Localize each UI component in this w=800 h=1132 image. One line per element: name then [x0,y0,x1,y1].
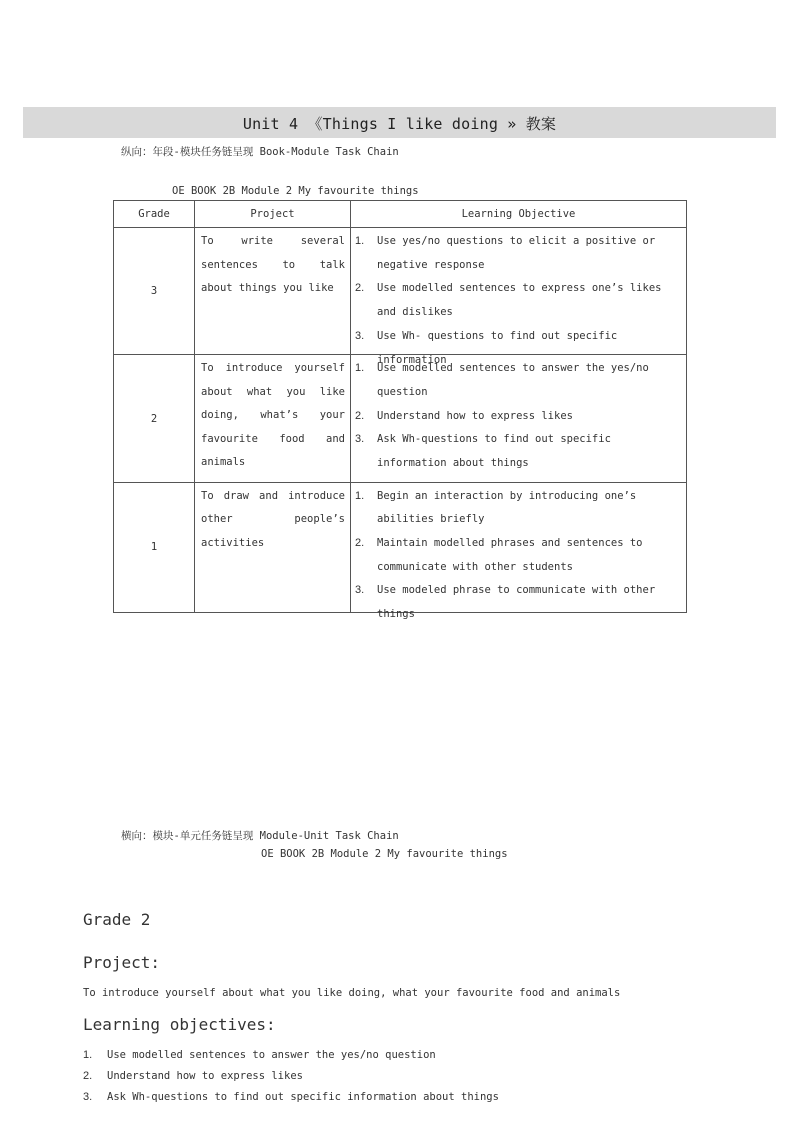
list-item [355,230,678,277]
item-text: Understand how to express likes [377,409,573,422]
item-number: 1. [355,235,365,248]
item-text: Use modelled sentences to answer the yes/no question [107,1049,436,1061]
objective-list [355,230,678,372]
list-item [83,1047,499,1068]
item-text: Ask Wh-questions to find out specific information about things [107,1091,499,1103]
project-cell: To write several sentences to talk about things you like [195,228,351,355]
document-title: Unit 4 《Things I like doing » 教案 [242,115,557,133]
item-number: 2. [355,537,365,550]
objective-cell [351,355,687,482]
item-text: Use yes/no questions to elicit a positive or negative response [377,235,656,271]
item-text: Begin an interaction by introducing one’s abilities briefly [377,489,637,526]
table-row [114,228,687,355]
list-item [355,485,678,532]
item-number: 2. [355,409,365,422]
item-number: 2. [355,282,365,295]
horizontal-chain-heading: 横向：模块-单元任务链呈现 Module-Unit Task Chain [121,830,399,842]
title-bar [23,107,776,138]
item-text: Use modelled sentences to express one’s likes and dislikes [377,282,662,319]
project-text: To introduce yourself about what you like doing, what your favourite food and animals [83,987,621,999]
list-item [355,277,678,324]
project-cell: To introduce yourself about what you like doing, what’s your favourite food and animals [195,355,351,482]
header-project: Project [195,201,351,228]
list-item [355,579,678,626]
item-text: Maintain modelled phrases and sentences to communicate with other students [377,537,643,573]
list-item [355,428,678,475]
objectives-heading: Learning objectives: [83,1015,276,1034]
item-text: Understand how to express likes [107,1070,303,1082]
list-item [83,1068,499,1089]
horizontal-chain-caption: OE BOOK 2B Module 2 My favourite things [261,848,508,860]
task-chain-table [113,200,687,621]
project-cell: To draw and introduce other people’s activities [195,482,351,612]
detail-objective-list [83,1047,499,1110]
objective-list [355,357,678,476]
item-text: Use modeled phrase to communicate with other things [377,584,656,621]
item-number: 2. [83,1070,93,1082]
project-heading: Project: [83,953,161,972]
objective-cell [351,228,687,366]
objective-cell [351,482,687,621]
item-number: 1. [83,1049,93,1061]
header-learning-objective: Learning Objective [351,201,687,228]
grade-heading: Grade 2 [83,910,151,929]
item-number: 1. [355,489,365,502]
grade-cell: 3 [114,228,195,355]
header-grade: Grade [114,201,195,228]
table-row [114,355,687,482]
list-item [83,1089,499,1110]
item-number: 1. [355,362,365,375]
objective-list [355,485,678,627]
item-number: 3. [355,584,365,597]
item-text: Use modelled sentences to answer the yes/no question [377,362,649,399]
item-number: 3. [355,433,365,446]
vertical-chain-heading: 纵向：年段-模块任务链呈现 Book-Module Task Chain [121,146,399,158]
vertical-chain-caption: OE BOOK 2B Module 2 My favourite things [172,185,419,197]
table-row [114,482,687,612]
list-item [355,357,678,404]
grade-cell: 2 [114,355,195,482]
list-item [355,405,678,429]
item-number: 3. [83,1091,93,1103]
item-text: Ask Wh-questions to find out specific information about things [377,433,611,470]
item-text: Use Wh- questions to find out specific information [377,329,618,366]
list-item [355,532,678,579]
grade-cell: 1 [114,482,195,612]
item-number: 3. [355,329,365,342]
table-header-row [114,201,687,228]
